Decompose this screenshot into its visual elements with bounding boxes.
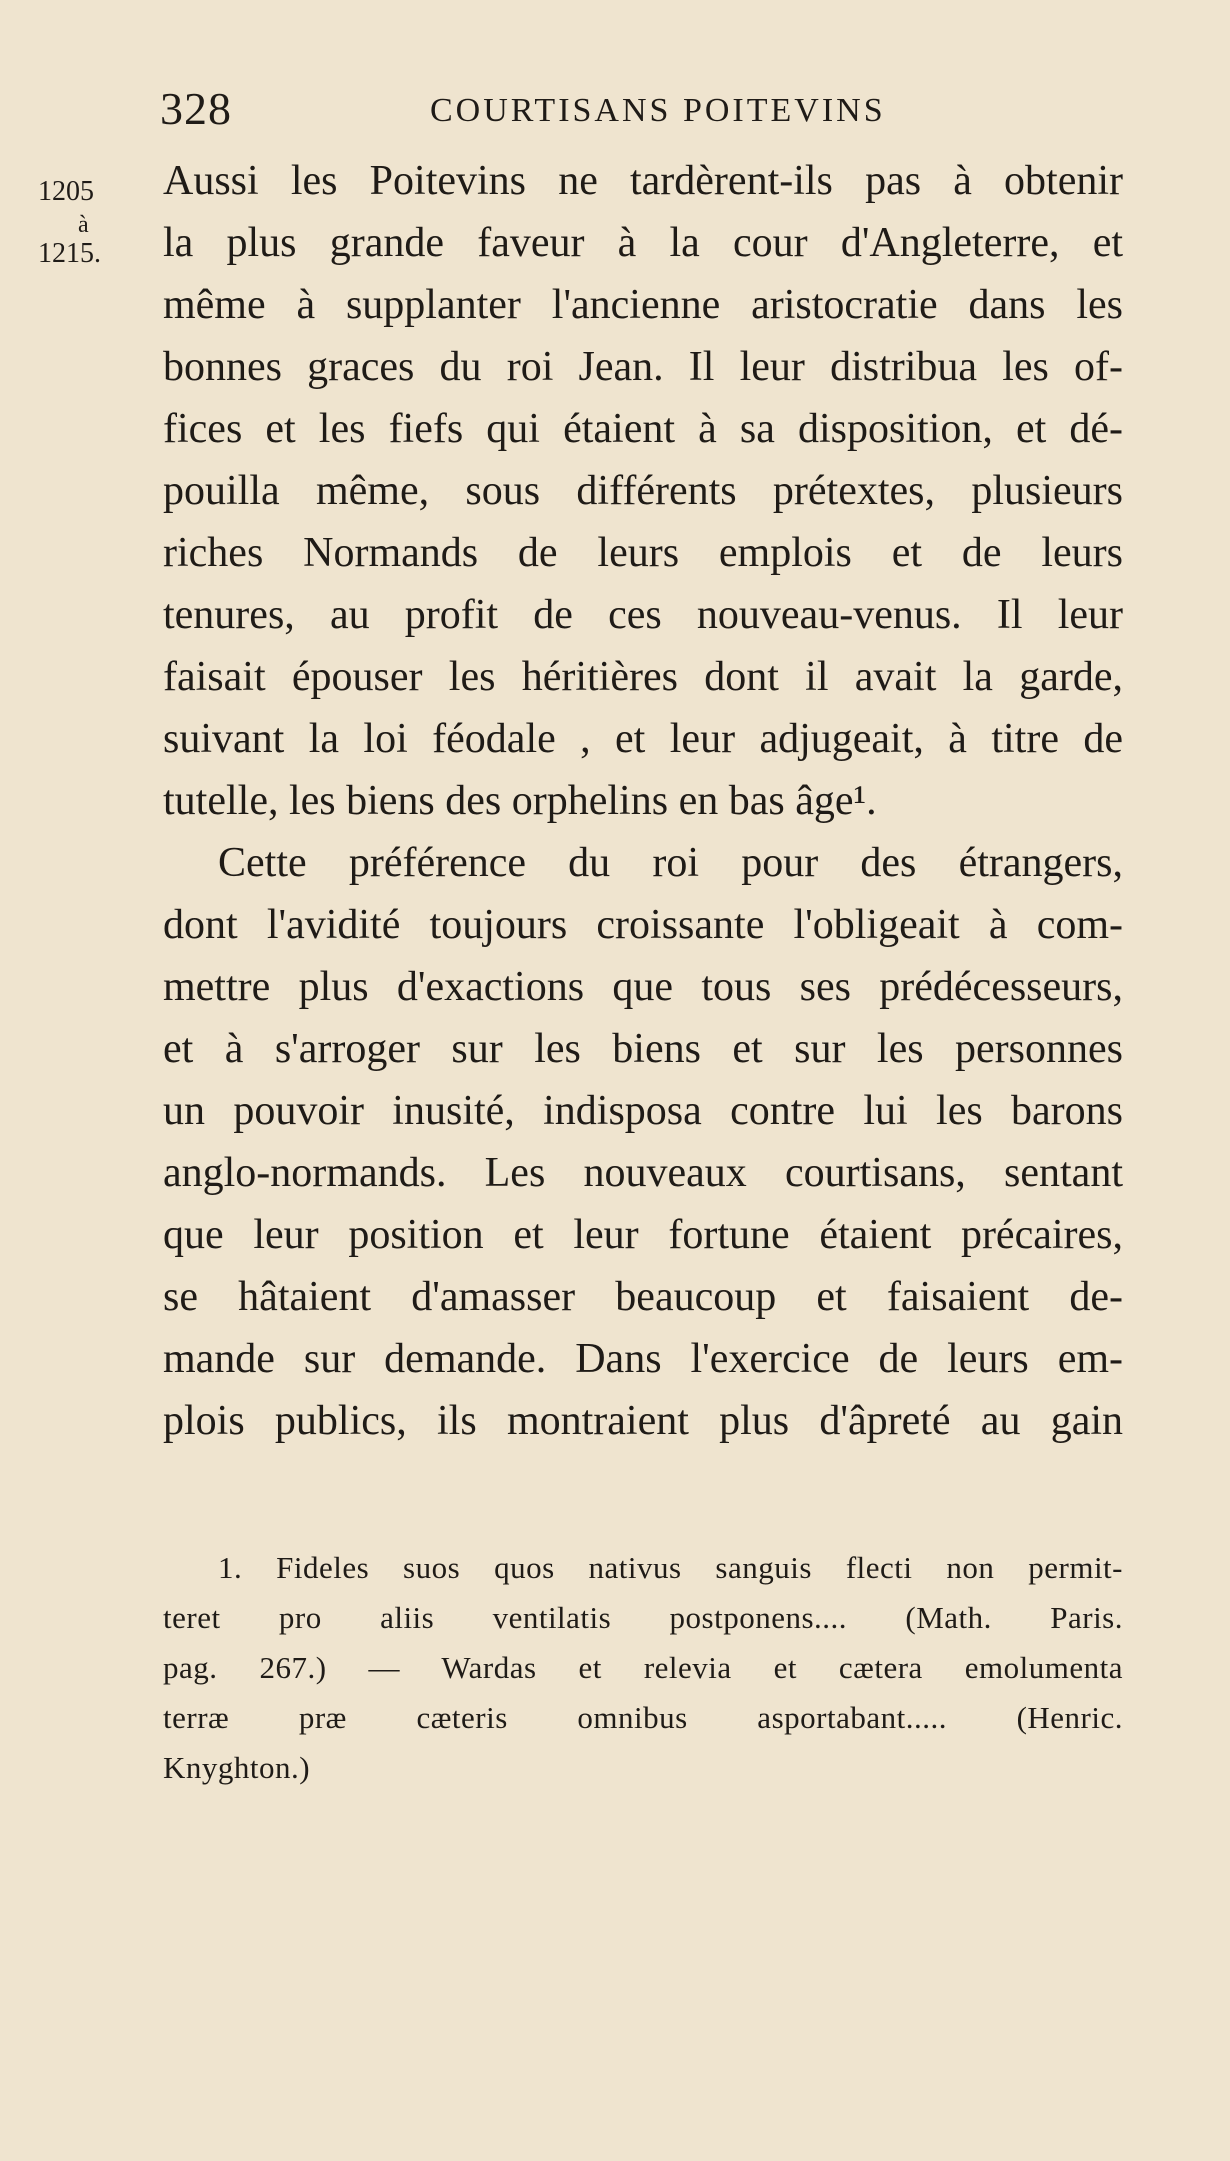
text-line: Aussi les Poitevins ne tardèrent-ils pas à obtenir [163,158,1123,204]
margin-separator: à [78,212,89,238]
footnote-line: Knyghton.) [163,1750,311,1785]
text-line: suivant la loi féodale , et leur adjugeait, à titre de [163,716,1123,762]
text-line: pouilla même, sous différents prétextes, plusieurs [163,468,1123,514]
page-number: 328 [160,83,232,134]
footnote-line: pag. 267.) — Wardas et relevia et cætera emolumenta [163,1650,1123,1685]
text-line: faisait épouser les héritières dont il avait la garde, [163,654,1123,700]
page-header [160,82,1140,142]
running-title: COURTISANS POITEVINS [430,92,886,129]
text-line: un pouvoir inusité, indisposa contre lui les barons [163,1088,1123,1134]
text-line: tenures, au profit de ces nouveau-venus. Il leur [163,592,1123,638]
footnotes [163,1543,1123,1793]
text-line: riches Normands de leurs emplois et de leurs [163,530,1123,576]
text-line: Cette préférence du roi pour des étrangers, [218,840,1123,886]
text-line: anglo-normands. Les nouveaux courtisans, sentant [163,1150,1123,1196]
footnote-line: 1. Fideles suos quos nativus sanguis flecti non permit- [218,1550,1123,1585]
text-line: tutelle, les biens des orphelins en bas âge¹. [163,778,877,824]
text-line: même à supplanter l'ancienne aristocratie dans les [163,282,1123,328]
footnote-line: terræ præ cæteris omnibus asportabant..... (Henric. [163,1700,1123,1735]
text-line: mande sur demande. Dans l'exercice de leurs em- [163,1336,1123,1382]
text-line: mettre plus d'exactions que tous ses prédécesseurs, [163,964,1123,1010]
body-text [163,150,1123,1452]
margin-year-end: 1215. [38,238,101,269]
text-line: bonnes graces du roi Jean. Il leur distribua les of- [163,344,1123,390]
footnote-line: teret pro aliis ventilatis postponens.... (Math. Paris. [163,1600,1123,1635]
margin-year-start: 1205 [38,176,94,207]
text-line: que leur position et leur fortune étaient précaires, [163,1212,1123,1258]
text-line: fices et les fiefs qui étaient à sa disposition, et dé- [163,406,1123,452]
text-line: dont l'avidité toujours croissante l'obligeait à com- [163,902,1123,948]
text-line: se hâtaient d'amasser beaucoup et faisaient de- [163,1274,1123,1320]
text-line: plois publics, ils montraient plus d'âpreté au gain [163,1398,1123,1444]
text-line: la plus grande faveur à la cour d'Angleterre, et [163,220,1123,266]
text-line: et à s'arroger sur les biens et sur les personnes [163,1026,1123,1072]
